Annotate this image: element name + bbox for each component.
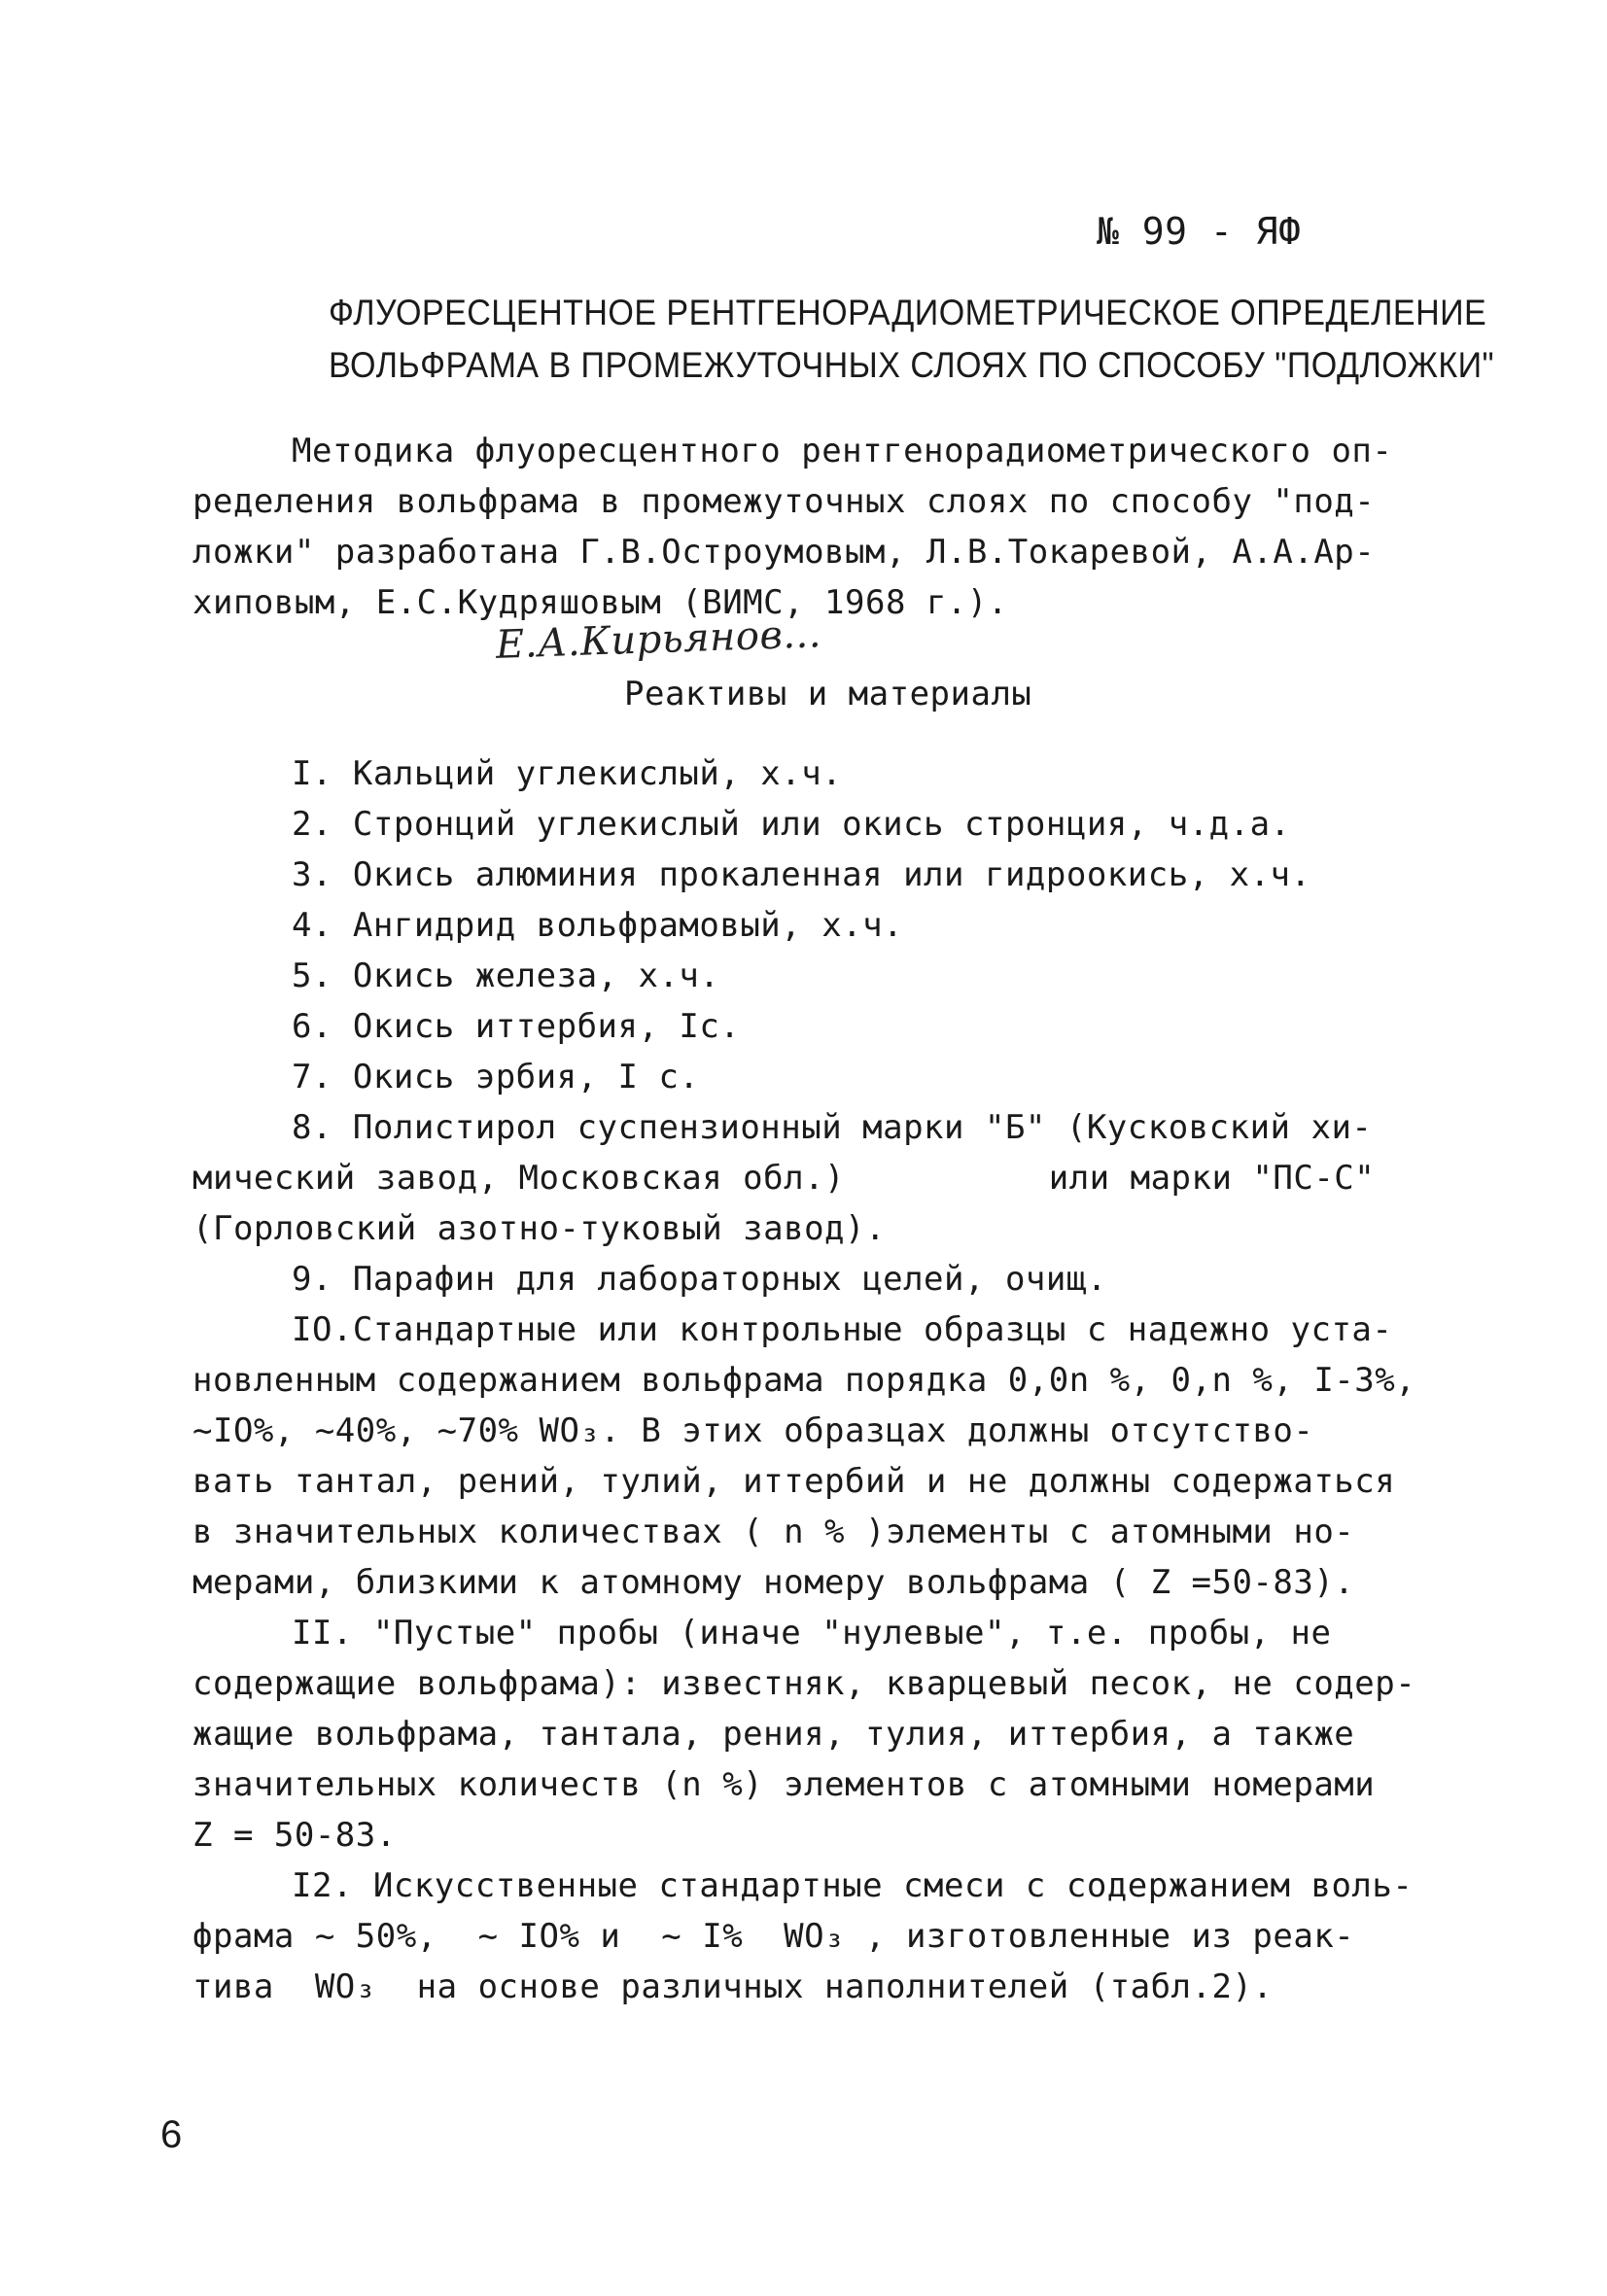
list-item-continuation: Z = 50-83. (192, 1816, 397, 1855)
list-item: 5. Окись железа, х.ч. (292, 957, 720, 995)
intro-line: Методика флуоресцентного рентгенорадиометрического оп- (292, 432, 1393, 470)
list-item: 7. Окись эрбия, I с. (292, 1058, 700, 1096)
list-item: II. "Пустые" пробы (иначе "нулевые", т.е. пробы, не (292, 1614, 1332, 1652)
section-heading: Реактивы и материалы (624, 675, 1032, 713)
list-item-continuation: жащие вольфрама, тантала, рения, тулия, иттербия, а также (192, 1715, 1355, 1754)
list-item: 6. Окись иттербия, Iс. (292, 1007, 741, 1046)
list-item-continuation: (Горловский азотно-туковый завод). (192, 1209, 886, 1248)
intro-line: хиповым, Е.С.Кудряшовым (ВИМС, 1968 г.). (192, 583, 1008, 622)
list-item-continuation: тива WO₃ на основе различных наполнителей (табл.2). (192, 1967, 1274, 2006)
intro-line: ределения вольфрама в промежуточных слоях по способу "под- (192, 482, 1376, 521)
list-item-continuation: новленным содержанием вольфрама порядка 0,0n %, 0,n %, I-3%, (192, 1361, 1416, 1400)
list-item: 8. Полистирол суспензионный марки "Б" (Кусковский хи- (292, 1108, 1373, 1147)
list-item-continuation: значительных количеств (n %) элементов с атомными номерами (192, 1765, 1376, 1804)
list-item: IO.Стандартные или контрольные образцы с надежно уста- (292, 1310, 1393, 1349)
document-number: № 99 - ЯФ (1097, 210, 1302, 253)
list-item-continuation: мический завод, Московская обл.) или марки "ПС-С" (192, 1159, 1376, 1198)
list-item: I. Кальций углекислый, х.ч. (292, 754, 843, 793)
list-item: 9. Парафин для лабораторных целей, очищ. (292, 1260, 1107, 1299)
list-item: I2. Искусственные стандартные смеси с содержанием воль- (292, 1866, 1414, 1905)
page-number: 6 (160, 2113, 183, 2156)
list-item-continuation: вать тантал, рений, тулий, иттербий и не должны содержаться (192, 1462, 1396, 1501)
list-item-continuation: содержащие вольфрама): известняк, кварцевый песок, не содер- (192, 1664, 1416, 1703)
list-item-continuation: фрама ~ 50%, ~ IO% и ~ I% WO₃ , изготовленные из реак- (192, 1917, 1355, 1956)
list-item-continuation: ~IO%, ~40%, ~70% WO₃. В этих образцах должны отсутство- (192, 1411, 1314, 1450)
document-title-line-2: ВОЛЬФРАМА В ПРОМЕЖУТОЧНЫХ СЛОЯХ ПО СПОСОБУ "ПОДЛОЖКИ" (329, 345, 1495, 385)
list-item-continuation: в значительных количествах ( n % )элементы с атомными но- (192, 1513, 1355, 1551)
list-item-continuation: мерами, близкими к атомному номеру вольфрама ( Z =50-83). (192, 1563, 1355, 1602)
list-item: 4. Ангидрид вольфрамовый, х.ч. (292, 906, 904, 945)
list-item: 2. Стронций углекислый или окись стронция, ч.д.а. (292, 805, 1291, 844)
document-title-line-1: ФЛУОРЕСЦЕНТНОЕ РЕНТГЕНОРАДИОМЕТРИЧЕСКОЕ ОПРЕДЕЛЕНИЕ (329, 293, 1487, 332)
handwritten-signature: Е.А.Кирьянов... (495, 611, 822, 668)
intro-line: ложки" разработана Г.В.Остроумовым, Л.В.Токаревой, А.А.Ар- (192, 533, 1376, 572)
list-item: 3. Окись алюминия прокаленная или гидроокись, х.ч. (292, 855, 1311, 894)
